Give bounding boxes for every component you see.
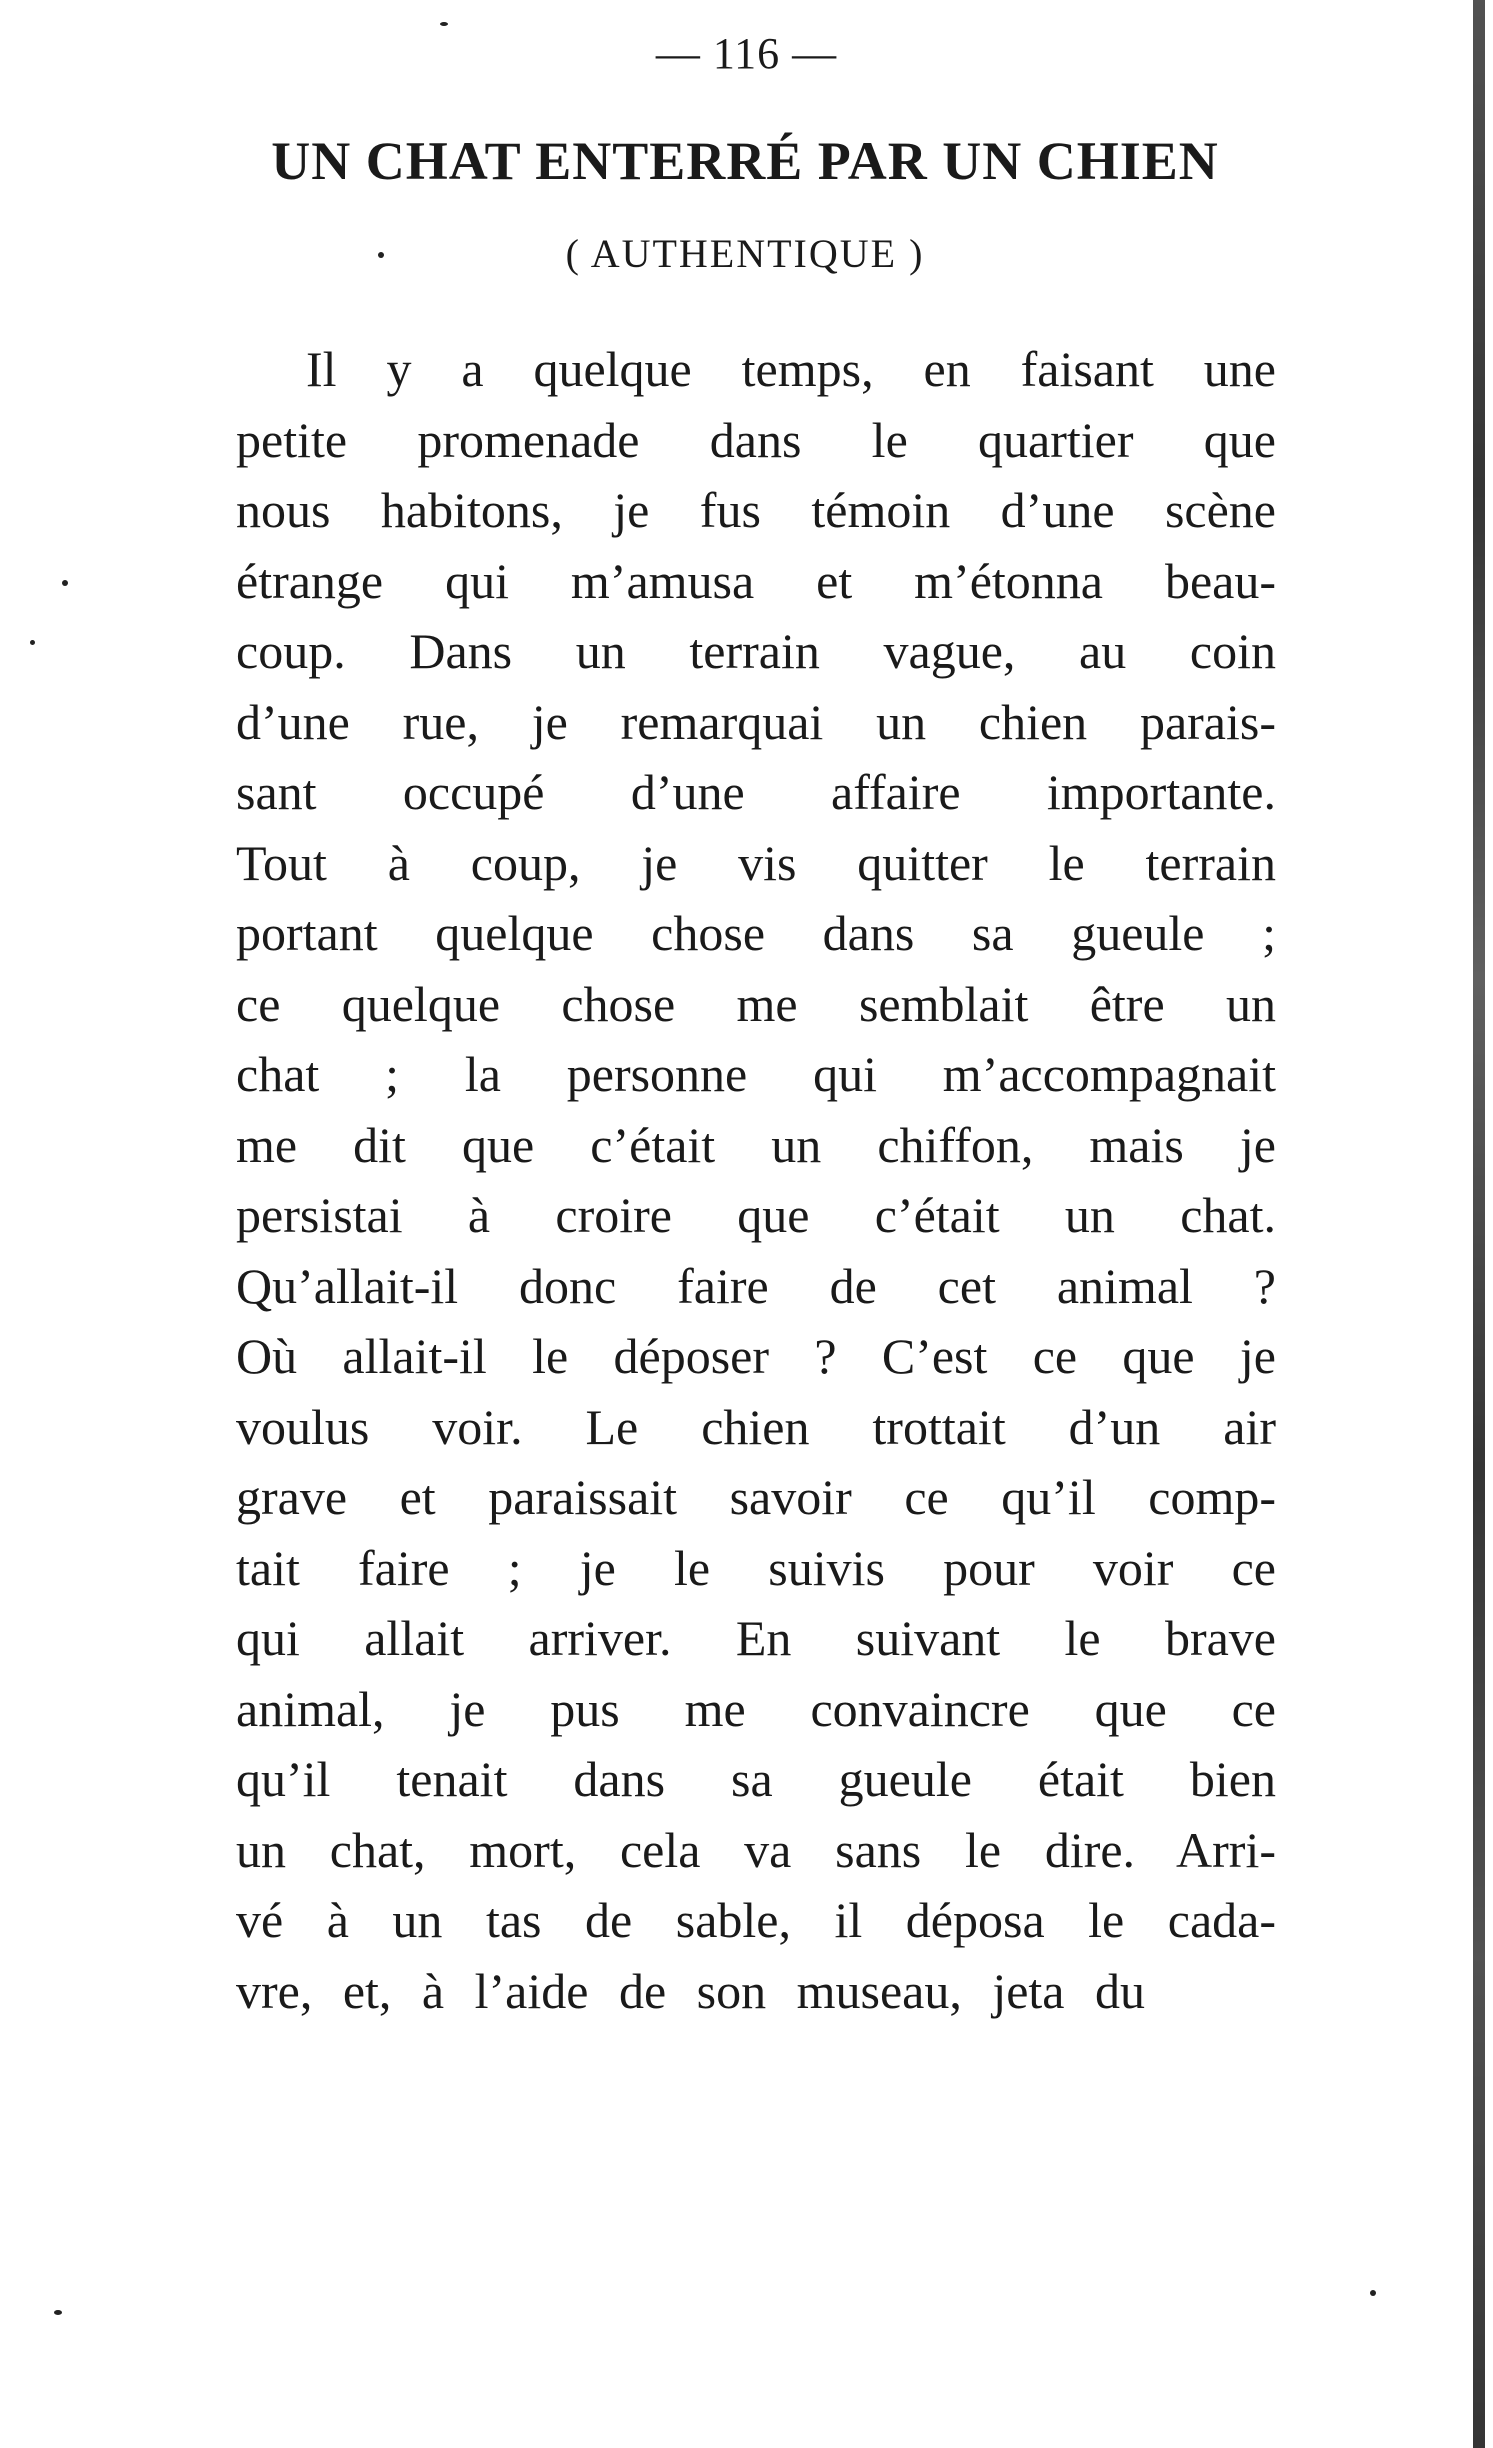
text-line: qu’il tenait dans sa gueule était bien — [236, 1751, 1276, 1807]
text-line: persistai à croire que c’était un chat. — [236, 1187, 1276, 1243]
text-line: qui allait arriver. En suivant le brave — [236, 1610, 1276, 1666]
scan-speck — [440, 22, 448, 26]
text-line: sant occupé d’une affaire importante. — [236, 764, 1276, 820]
text-line: Qu’allait-il donc faire de cet animal ? — [236, 1257, 1276, 1314]
text-line: petite promenade dans le quartier que — [236, 411, 1276, 468]
chapter-title: UN CHAT ENTERRÉ PAR UN CHIEN — [271, 131, 1219, 191]
text-line: Tout à coup, je vis quitter le terrain — [236, 834, 1276, 891]
text-line: un chat, mort, cela va sans le dire. Arri- — [236, 1821, 1276, 1878]
scan-speck — [54, 2310, 62, 2315]
text-line: Il y a quelque temps, en faisant une — [306, 341, 1276, 397]
text-line: vre, et, à l’aide de son museau, jeta du — [236, 1962, 1145, 2019]
text-line: vé à un tas de sable, il déposa le cada- — [236, 1892, 1276, 1948]
body-text — [236, 334, 1276, 2026]
text-line: grave et paraissait savoir ce qu’il comp- — [236, 1469, 1276, 1525]
text-line: portant quelque chose dans sa gueule ; — [236, 905, 1276, 961]
scan-speck — [1370, 2290, 1376, 2296]
page-number: — 116 — — [655, 29, 838, 78]
scan-edge-artifact — [1473, 0, 1485, 2448]
text-line: chat ; la personne qui m’accompagnait — [236, 1046, 1276, 1102]
text-line: ce quelque chose me semblait être un — [236, 975, 1276, 1032]
scan-speck — [30, 640, 35, 645]
text-line: étrange qui m’amusa et m’étonna beau- — [236, 552, 1276, 609]
text-line: d’une rue, je remarquai un chien parais- — [236, 693, 1276, 750]
scan-speck — [62, 580, 68, 586]
text-line: voulus voir. Le chien trottait d’un air — [236, 1398, 1276, 1455]
text-line: nous habitons, je fus témoin d’une scène — [236, 482, 1276, 538]
text-line: coup. Dans un terrain vague, au coin — [236, 623, 1276, 679]
text-line: animal, je pus me convaincre que ce — [236, 1680, 1276, 1737]
text-line: tait faire ; je le suivis pour voir ce — [236, 1539, 1276, 1596]
chapter-subtitle: ( AUTHENTIQUE ) — [565, 231, 925, 276]
scan-speck — [378, 252, 384, 258]
text-line: Où allait-il le déposer ? C’est ce que je — [236, 1328, 1276, 1384]
text-line: me dit que c’était un chiffon, mais je — [236, 1116, 1276, 1173]
